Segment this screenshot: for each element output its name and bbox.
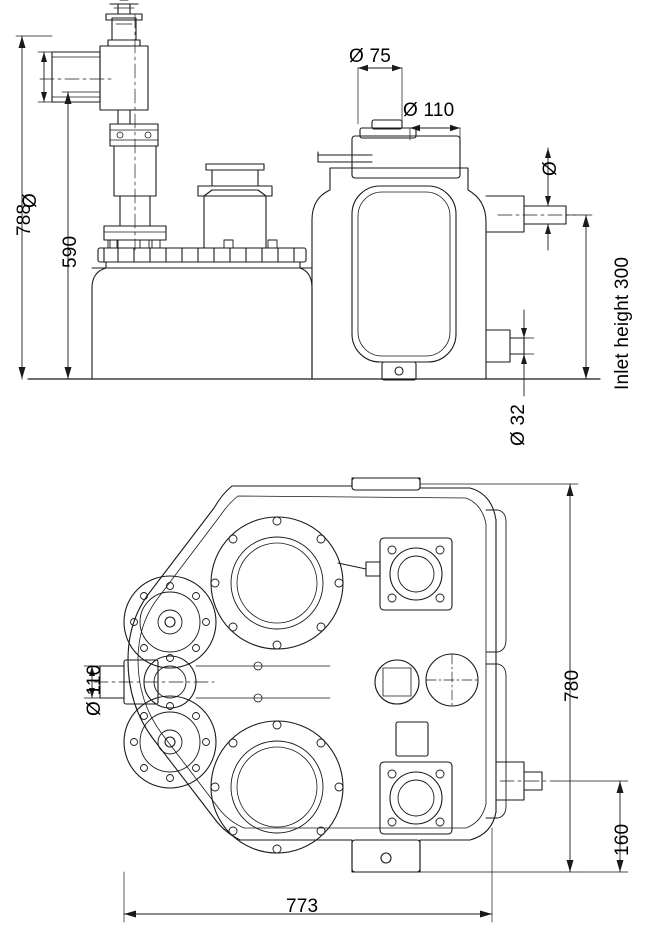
dim-valve-height-590: 590	[60, 235, 81, 268]
dim-overall-height-788: 788	[14, 203, 35, 236]
dim-inlet-diameter-upper-left: Ø	[20, 193, 41, 208]
top-plan-geometry	[94, 478, 556, 872]
dim-vent-diameter-75: Ø 75	[349, 46, 391, 67]
top-plan-dimension-lines	[84, 484, 628, 922]
side-elevation-geometry	[28, 0, 600, 380]
dim-plan-inlet-diameter-110: Ø 110	[84, 664, 105, 716]
dim-overall-depth-780: 780	[562, 669, 583, 702]
dim-outlet-offset-160: 160	[612, 823, 633, 856]
dim-outlet-diameter-right: Ø	[540, 161, 561, 176]
dim-overall-width-773: 773	[286, 896, 319, 917]
dim-drain-diameter-32: Ø 32	[508, 404, 529, 446]
side-elevation-dimension-lines	[16, 36, 592, 396]
dim-inlet-diameter-110: Ø 110	[403, 100, 455, 121]
dim-inlet-height-300: Inlet height 300	[612, 256, 633, 390]
